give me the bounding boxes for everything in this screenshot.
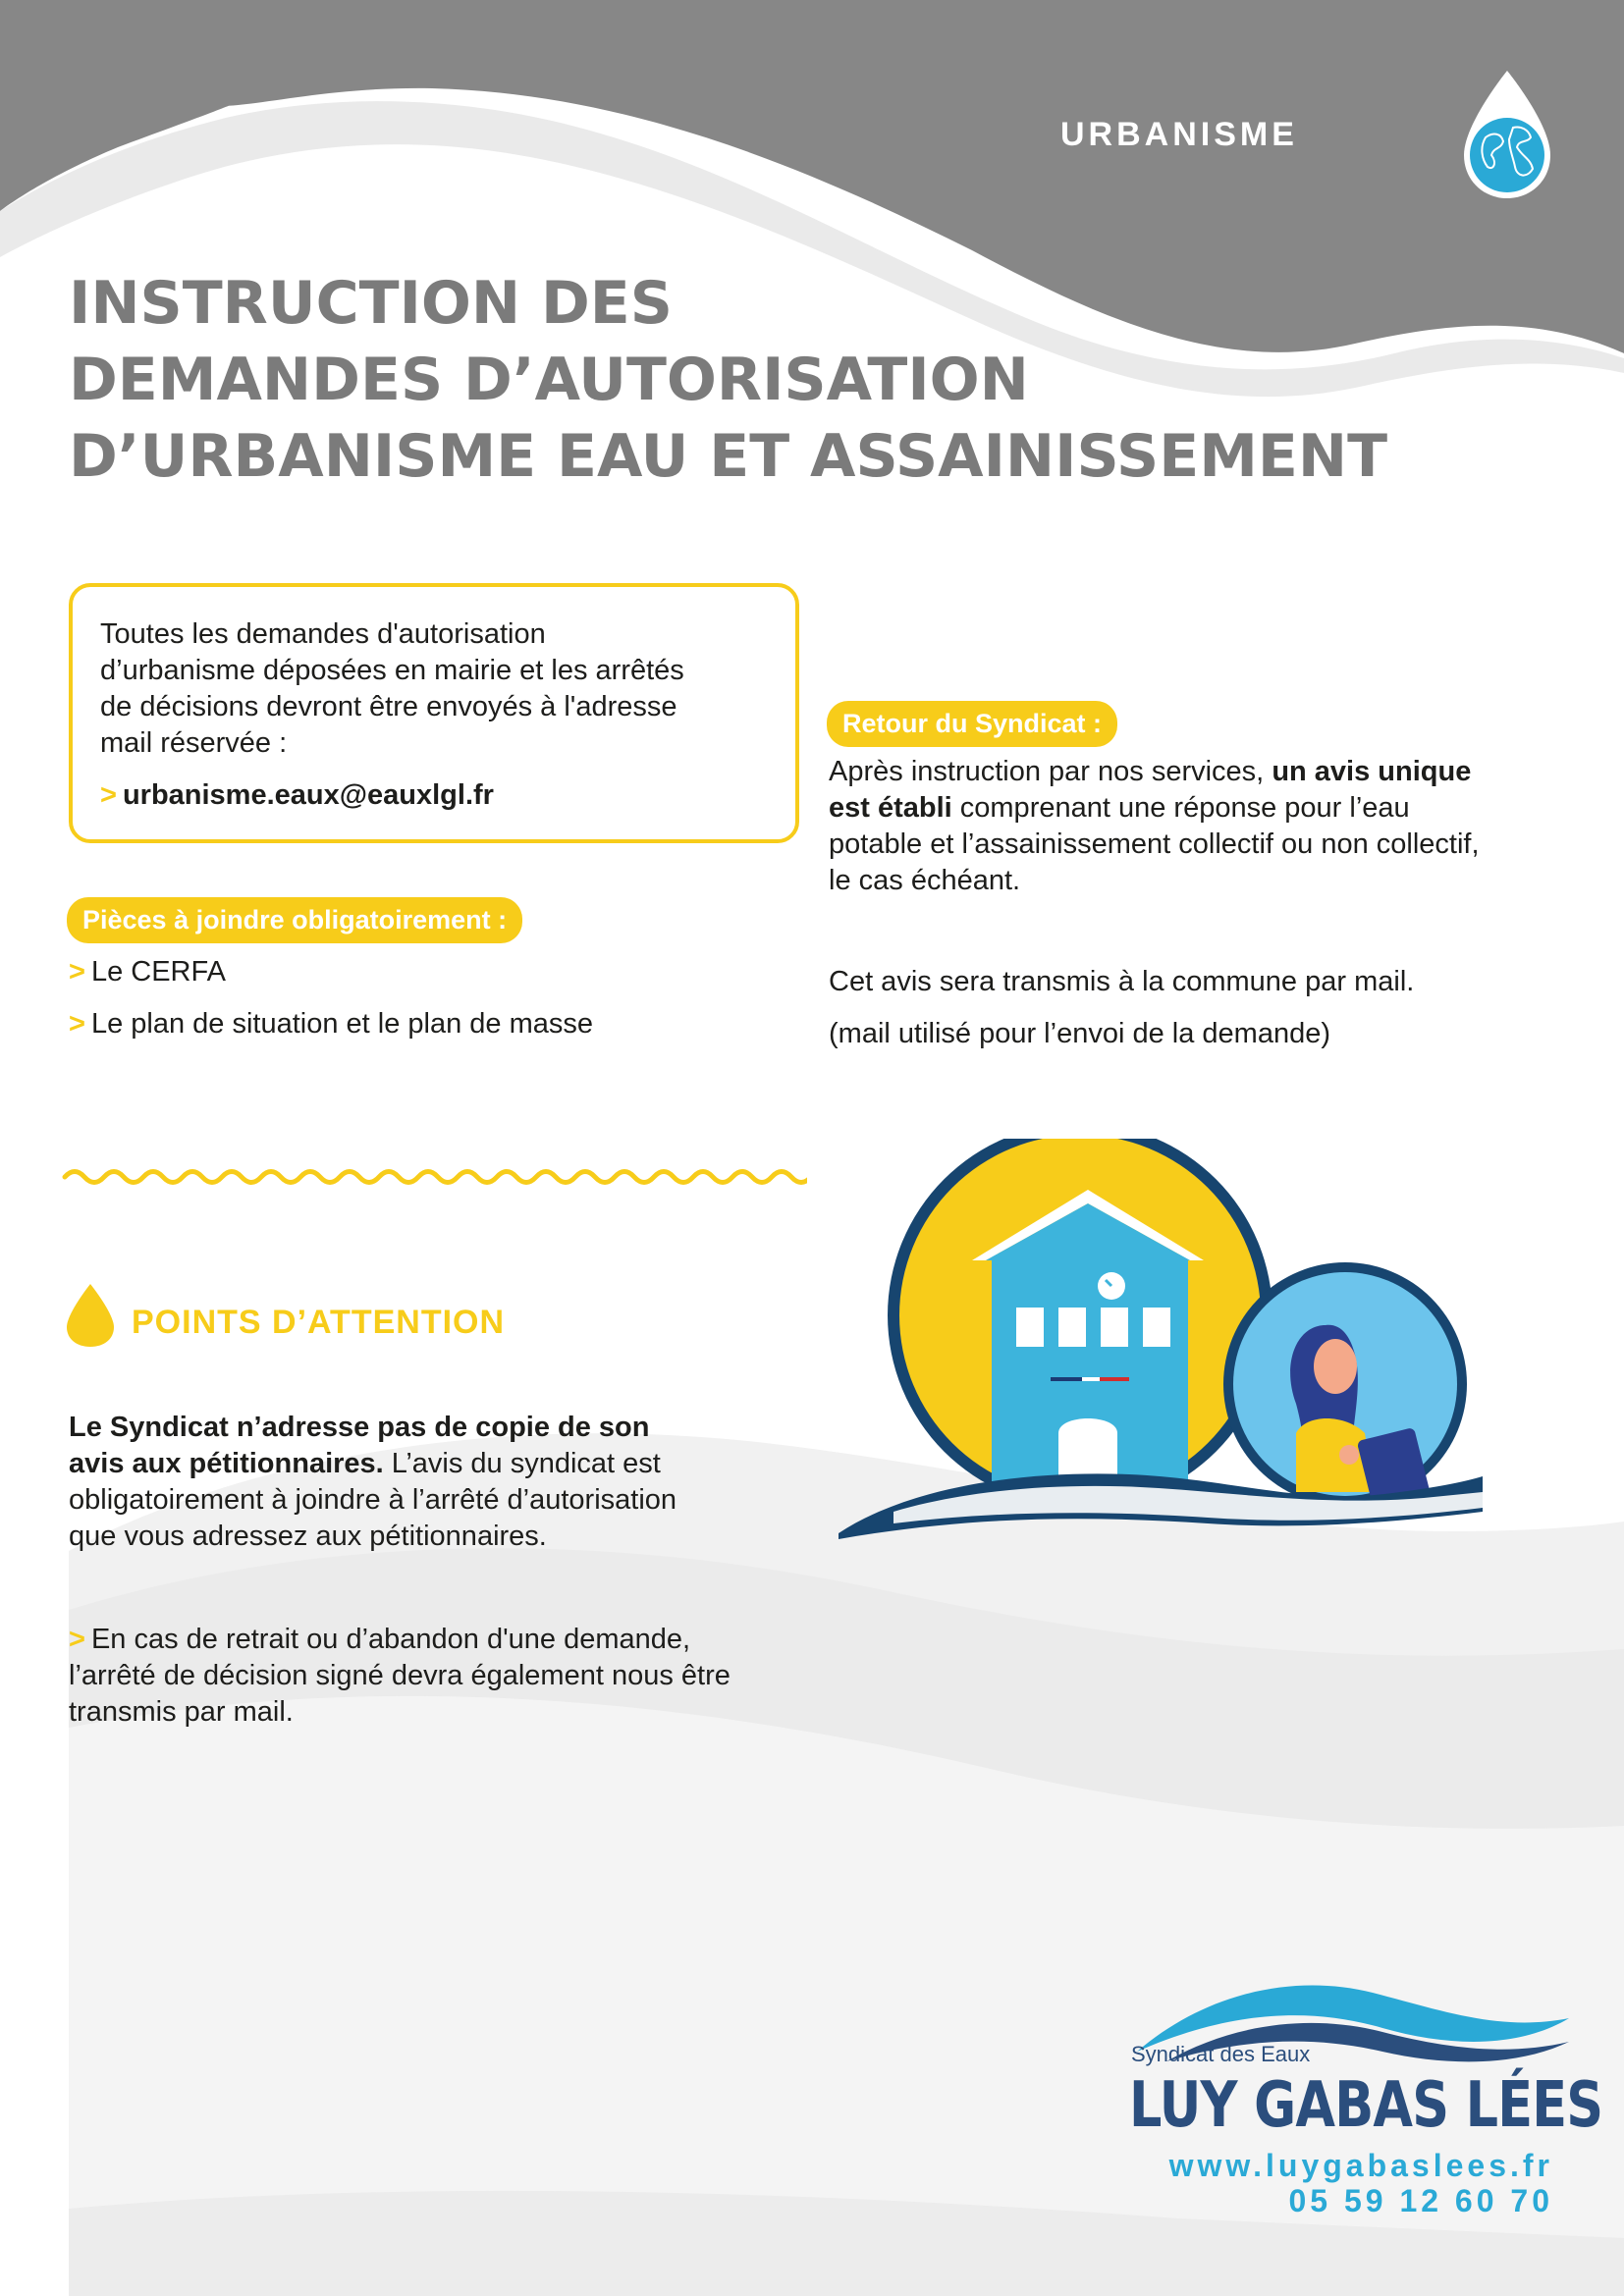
logo-subtitle: Syndicat des Eaux — [1131, 2042, 1311, 2066]
retour-paragraph: Après instruction par nos services, un avis unique est établi comprenant une réponse pour l’eau potable et l’assainissement collectif ou non collectif, le cas échéant. Cet avis sera transmis à la commune par mail. (mail utilisé pour l’envoi de la demande) — [829, 754, 1575, 1052]
arrow-icon: > — [69, 1008, 85, 1040]
attention-note: > En cas de retrait ou d’abandon d'une demande, l’arrêté de décision signé devra également nous être transmis par mail. — [69, 1624, 731, 1728]
town-hall-illustration — [835, 1139, 1483, 1551]
list-item: > Le CERFA — [69, 956, 226, 988]
arrow-icon: > — [100, 779, 117, 811]
info-line-2: d’urbanisme déposées en mairie et les arrêtés — [100, 655, 684, 686]
info-line-4: mail réservée : — [100, 727, 288, 759]
email-link[interactable]: urbanisme.eaux@eauxlgl.fr — [122, 779, 494, 811]
pieces-label-pill — [67, 897, 522, 943]
attention-title: POINTS D’ATTENTION — [132, 1304, 506, 1341]
title-line-1: INSTRUCTION DES — [69, 269, 673, 338]
pieces-label: Pièces à joindre obligatoirement : — [67, 897, 522, 943]
retour-note-detail: (mail utilisé pour l’envoi de la demande) — [829, 1018, 1330, 1049]
info-line-1: Toutes les demandes d'autorisation — [100, 618, 546, 650]
water-drop-icon — [65, 1282, 116, 1349]
info-line-3: de décisions devront être envoyés à l'adresse — [100, 691, 677, 722]
title-line-3: D’URBANISME EAU ET ASSAINISSEMENT — [69, 422, 1388, 491]
arrow-icon: > — [69, 956, 85, 988]
retour-note: Cet avis sera transmis à la commune par mail. — [829, 966, 1415, 997]
website-link[interactable]: www.luygabaslees.fr — [1168, 2148, 1553, 2183]
retour-label-pill — [827, 701, 1117, 747]
email-info-box — [69, 583, 799, 843]
retour-label: Retour du Syndicat : — [827, 701, 1117, 747]
phone-number: 05 59 12 60 70 — [1288, 2183, 1553, 2218]
pieces-list — [69, 954, 593, 1042]
water-drop-globe-icon — [1458, 69, 1556, 202]
wavy-divider — [61, 1160, 807, 1194]
attention-paragraph: Le Syndicat n’adresse pas de copie de son avis aux pétitionnaires. L’avis du syndicat est obligatoirement à joindre à l’arrêté d’autorisation que vous adressez aux pétitionnaires. — [69, 1412, 677, 1552]
list-item: > Le plan de situation et le plan de masse — [69, 1008, 594, 1040]
section-label: URBANISME — [1060, 116, 1298, 153]
page-title — [69, 265, 1387, 495]
logo-name: LUY GABAS LÉES — [1129, 2069, 1603, 2142]
title-line-2: DEMANDES D’AUTORISATION — [69, 346, 1029, 414]
arrow-icon: > — [69, 1624, 85, 1655]
